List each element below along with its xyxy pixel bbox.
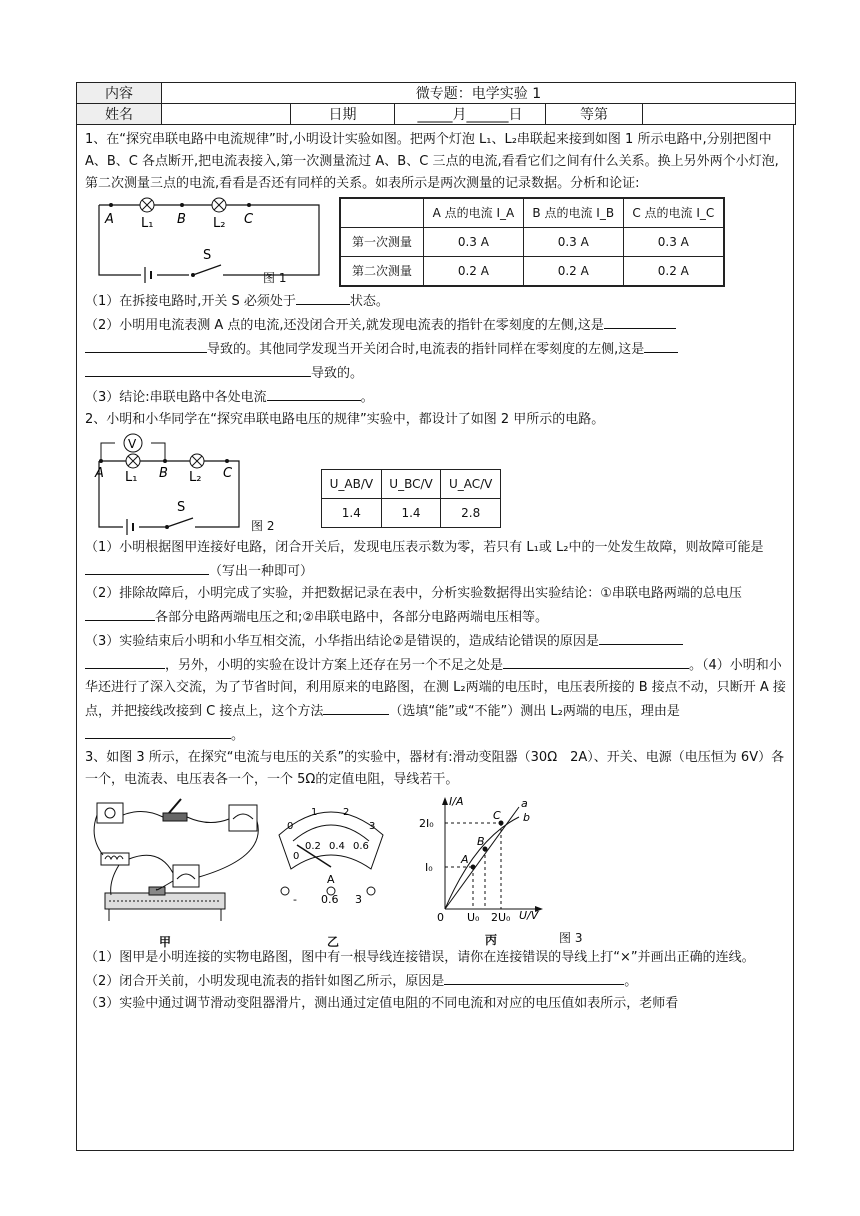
table-cell: 0.3 A [623, 228, 724, 257]
node-a-label: A [95, 466, 104, 481]
answer-blank[interactable] [85, 361, 311, 377]
circuit-diagram-2 [89, 431, 259, 535]
scale-tick: 2 [343, 807, 350, 818]
ammeter-dial [271, 795, 391, 925]
header-table [76, 82, 796, 125]
graph-ylabel: I/A [449, 795, 464, 808]
node-c-label: C [223, 466, 233, 481]
scale-tick: 0.4 [329, 841, 345, 852]
q3-part1: （1）图甲是小明连接的实物电路图，图中有一根导线连接错误，请你在连接错误的导线上打“×”并画出正确的连线。 [85, 950, 755, 965]
q2-part3: （3）实验结束后小明和小华互相交流，小华指出结论②是错误的，造成结论错误的原因是 ，另外，小明的实验在设计方案上还存在另一个不足之处是 。（4）小明和小华还进行了深入交流，为了节省时间，利用原来的电路图，在测 L₂两端的电压时，电压表所接的 B 接点不动，只断开 A 接点，并把接线改接到 C 接点上，这个方法 （选填“能”或“不能”）测出 L₂两端的电压，理由是。 [85, 629, 789, 747]
q2-data-table [321, 469, 501, 528]
q2-part2: （2）排除故障后，小明完成了实验，并把数据记录在表中，分析实验数据得出实验结论：①串联电路两端的总电压各部分电路两端电压之和;②串联电路中，各部分电路两端电压相等。 [85, 586, 742, 625]
node-c-label: C [244, 212, 254, 227]
table-cell: 0.2 A [523, 257, 623, 287]
voltmeter-label: V [128, 437, 137, 451]
graph-point: A [461, 853, 469, 866]
table-header-cell: U_AB/V [322, 470, 382, 499]
row-label: 第一次测量 [340, 228, 424, 257]
content-area [76, 125, 794, 1151]
fig3-sub-label-a: 甲 [159, 935, 172, 949]
graph-ytick: I₀ [425, 861, 433, 874]
lamp-l2-label: L₂ [213, 216, 226, 231]
answer-blank[interactable] [323, 699, 389, 715]
scale-tick: 0 [293, 851, 300, 862]
answer-blank[interactable] [503, 653, 689, 669]
worksheet [76, 82, 796, 1151]
scale-tick: 0 [287, 821, 294, 832]
q3-part3: （3）实验中通过调节滑动变阻器滑片，测出通过定值电阻的不同电流和对应的电压值如表所示，老师看 [85, 996, 679, 1011]
scale-tick: 1 [311, 807, 318, 818]
grade-field[interactable] [643, 104, 796, 125]
label-content: 内容 [77, 83, 162, 104]
q2-part1: （1）小明根据图甲连接好电路，闭合开关后，发现电压表示数为零，若只有 L₁或 L₂中的一处发生故障，则故障可能是（写出一种即可） [85, 540, 764, 579]
table-header-cell: B 点的电流 I_B [523, 198, 623, 228]
answer-blank[interactable] [296, 289, 350, 305]
fig3-sub-label-b: 乙 [327, 935, 340, 949]
q3-part2: （2）闭合开关前，小明发现电流表的指针如图乙所示，原因是 。 [85, 969, 789, 993]
fig1-label: 图 1 [263, 271, 287, 285]
graph-point: B [477, 835, 485, 848]
graph-xtick: U₀ [467, 911, 480, 921]
graph-xtick: 0 [437, 911, 444, 921]
q1-part1: （1）在拆接电路时,开关 S 必须处于 状态。 [85, 289, 789, 313]
table-row [340, 228, 724, 257]
label-date: 日期 [291, 104, 395, 125]
table-cell: 2.8 [441, 499, 501, 528]
q3-figure [85, 791, 789, 947]
node-a-label: A [105, 212, 114, 227]
answer-blank[interactable] [85, 337, 207, 353]
q1-part2: （2）小明用电流表测 A 点的电流,还没闭合开关,就发现电流表的指针在零刻度的左侧,这是 导致的。其他同学发现当开关闭合时,电流表的指针同样在零刻度的左侧,这是 导致的。 [85, 313, 789, 385]
physical-circuit-image [89, 797, 269, 927]
table-header-cell: U_BC/V [381, 470, 441, 499]
line-b [445, 817, 519, 909]
fig3-label: 图 3 [559, 931, 583, 945]
terminal-label: 3 [355, 893, 362, 906]
table-row [322, 499, 501, 528]
q1-figure [85, 195, 789, 289]
q2-intro: 2、小明和小华同学在“探究串联电路电压的规律”实验中，都设计了如图 2 甲所示的电路。 [85, 412, 605, 427]
table-header-cell [340, 198, 424, 228]
line-a [445, 807, 519, 909]
node-b-label: B [159, 466, 168, 481]
lamp-l2-label: L₂ [189, 470, 202, 485]
answer-blank[interactable] [267, 385, 361, 401]
answer-blank[interactable] [85, 605, 155, 621]
answer-blank[interactable] [644, 337, 678, 353]
switch-s-label: S [203, 248, 212, 263]
answer-blank[interactable] [599, 629, 683, 645]
row-label: 第二次测量 [340, 257, 424, 287]
graph-line-label: b [523, 811, 530, 824]
lamp-l1-label: L₁ [141, 216, 154, 231]
q2-figure [85, 431, 789, 537]
name-field[interactable] [162, 104, 291, 125]
terminal-label: 0.6 [321, 893, 339, 906]
table-cell: 0.3 A [424, 228, 524, 257]
table-header-cell: C 点的电流 I_C [623, 198, 724, 228]
q1-data-table [339, 197, 725, 287]
switch-s-label: S [177, 500, 186, 515]
graph-ytick: 2I₀ [419, 817, 434, 830]
lamp-l1-label: L₁ [125, 470, 138, 485]
unit-label: A [327, 873, 335, 886]
answer-blank[interactable] [85, 653, 165, 669]
answer-blank[interactable] [604, 313, 676, 329]
label-grade: 等第 [546, 104, 643, 125]
table-cell: 0.2 A [424, 257, 524, 287]
scale-tick: 3 [369, 821, 376, 832]
graph-xlabel: U/V [519, 909, 539, 921]
label-name: 姓名 [77, 104, 162, 125]
page-title: 微专题：电学实验 1 [162, 83, 796, 104]
graph-xtick: 2U₀ [491, 911, 511, 921]
answer-blank[interactable] [85, 559, 209, 575]
fig2-label: 图 2 [251, 519, 275, 533]
table-cell: 0.2 A [623, 257, 724, 287]
q1-intro: 1、在“探究串联电路中电流规律”时,小明设计实验如图。把两个灯泡 L₁、L₂串联起来接到如图 1 所示电路中,分别把图中 A、B、C 各点断开,把电流表接入,第一次测量流过 A、B、C 三点的电流,看看它们之间有什么关系。换上另外两个小灯泡,第二次测量三点的电流,看看是否还有同样的关系。如表所示是两次测量的记录数据。分析和论证: [85, 132, 779, 191]
table-header-cell: A 点的电流 I_A [424, 198, 524, 228]
node-b-label: B [177, 212, 186, 227]
circuit-diagram-1 [89, 195, 329, 285]
table-cell: 1.4 [381, 499, 441, 528]
graph-line-label: a [521, 797, 528, 810]
graph-point: C [493, 809, 501, 822]
terminal-label: - [293, 893, 297, 906]
q1-part3: （3）结论:串联电路中各处电流 。 [85, 385, 789, 409]
answer-blank[interactable] [85, 723, 231, 739]
table-cell: 1.4 [322, 499, 382, 528]
q3-intro: 3、如图 3 所示，在探究“电流与电压的关系”的实验中，器材有:滑动变阻器（30Ω 2A）、开关、电源（电压恒为 6V）各一个，电流表、电压表各一个，一个 5Ω的定值电阻，导线若干。 [85, 750, 785, 787]
scale-tick: 0.2 [305, 841, 321, 852]
fig3-sub-label-c: 丙 [485, 933, 498, 947]
table-row [340, 257, 724, 287]
scale-tick: 0.6 [353, 841, 369, 852]
table-header-cell: U_AC/V [441, 470, 501, 499]
iu-graph [415, 791, 545, 921]
answer-blank[interactable] [444, 969, 624, 985]
date-field[interactable]: _____月______日 [395, 104, 546, 125]
table-cell: 0.3 A [523, 228, 623, 257]
